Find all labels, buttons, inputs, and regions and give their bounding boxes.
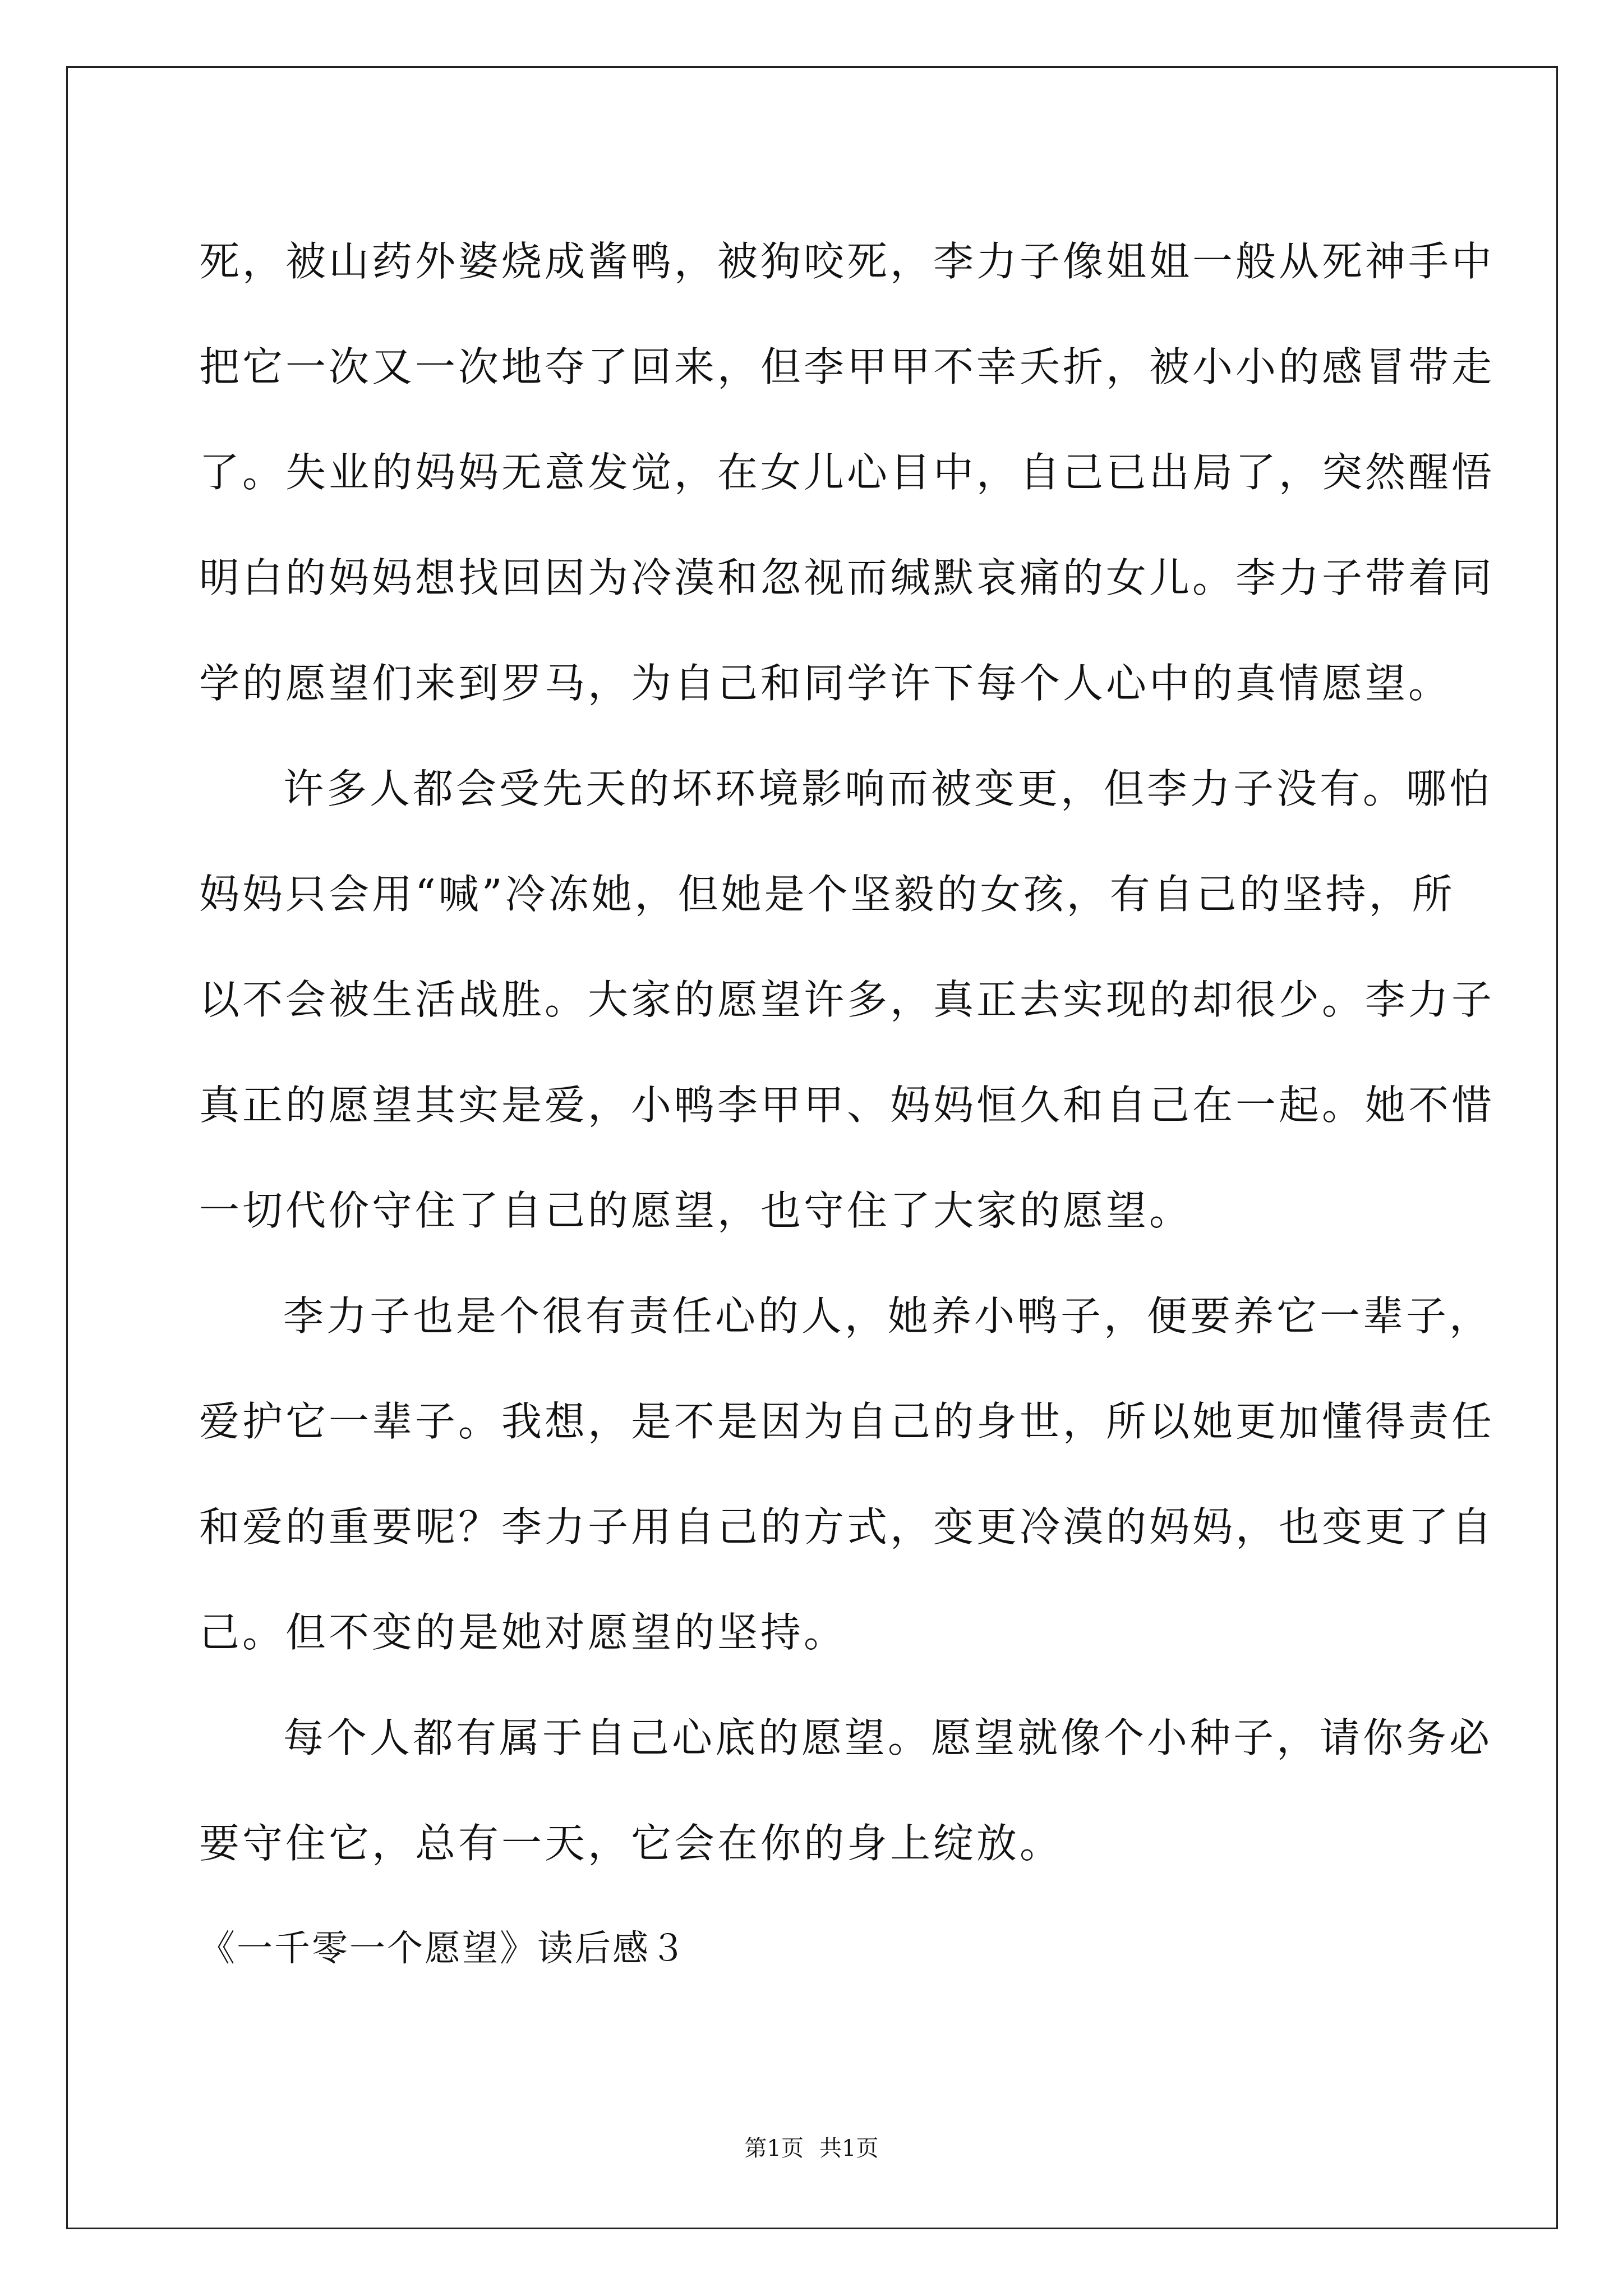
paragraph [199,736,1495,1263]
text-line: 和爱的重要呢？李力子用自己的方式，变更冷漠的妈妈，也变更了自 [199,1503,1495,1550]
paragraph [199,1685,1493,1896]
page-footer [0,2132,1623,2165]
text-line: 明白的妈妈想找回因为冷漠和忽视而缄默哀痛的女儿。李力子带着同 [199,554,1495,601]
text-line: 学的愿望们来到罗马，为自己和同学许下每个人心中的真情愿望。 [199,660,1452,707]
text-line: 每个人都有属于自己心底的愿望。愿望就像个小种子，请你务必 [283,1714,1493,1761]
paragraph [199,1263,1495,1685]
page-total: 共1页 [819,2136,879,2161]
text-line: 死，被山药外婆烧成酱鸭，被狗咬死，李力子像姐姐一般从死神手中 [199,238,1495,285]
text-line: 许多人都会受先天的坏环境影响而被变更，但李力子没有。哪怕 [283,765,1493,812]
text-line: 真正的愿望其实是爱，小鸭李甲甲、妈妈恒久和自己在一起。她不惜 [199,1082,1495,1129]
text-line: 己。但不变的是她对愿望的坚持。 [199,1609,847,1656]
text-line: 了。失业的妈妈无意发觉，在女儿心目中，自己已出局了，突然醒悟 [199,449,1495,496]
text-line: 把它一次又一次地夺了回来，但李甲甲不幸夭折，被小小的感冒带走 [199,343,1495,390]
text-line: 以不会被生活战胜。大家的愿望许多，真正去实现的却很少。李力子 [199,976,1495,1023]
text-line: 一切代价守住了自己的愿望，也守住了大家的愿望。 [199,1187,1193,1234]
text-line: 李力子也是个很有责任心的人，她养小鸭子，便要养它一辈子， [283,1292,1493,1340]
text-line: 爱护它一辈子。我想，是不是因为自己的身世，所以她更加懂得责任 [199,1398,1495,1445]
document-body [199,209,1495,2001]
paragraph [199,209,1495,736]
text-line: 妈妈只会用“喊”冷冻她，但她是个坚毅的女孩，有自己的坚持，所 [199,871,1455,918]
text-line: 要守住它，总有一天，它会在你的身上绽放。 [199,1820,1063,1867]
page-number: 第1页 [744,2136,804,2161]
section-heading: 《一千零一个愿望》读后感３ [199,1928,688,1970]
